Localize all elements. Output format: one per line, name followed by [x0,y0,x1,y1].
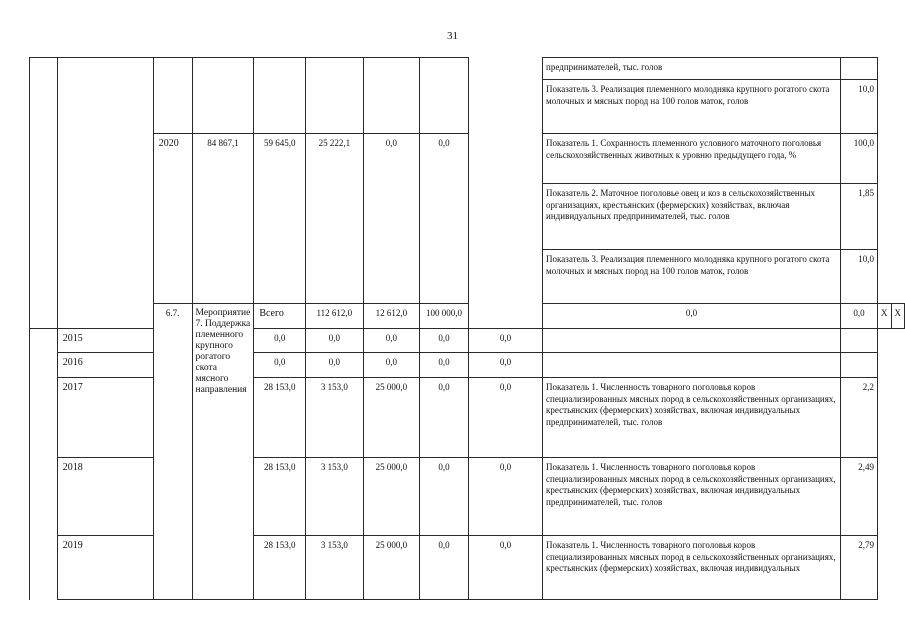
year-cell: 2020 [153,134,192,304]
indicator-value: 2,79 [841,536,878,600]
table-row [30,58,905,80]
indicator-value: 2,49 [841,458,878,536]
item-number: 6.7. [153,304,192,600]
year-cell: 2017 [57,378,153,458]
value-cell: 3 153,0 [306,536,364,600]
value-cell: 59 645,0 [254,134,306,304]
value-cell: 100 000,0 [420,304,469,329]
indicator-value: 1,85 [841,184,878,250]
indicator-cell: Х [878,304,892,329]
program-table [29,57,905,600]
indicator-cell: предпринимателей, тыс. голов [543,58,841,80]
value-cell: 28 153,0 [254,536,306,600]
indicator-value: 2,2 [841,378,878,458]
indicator-cell [543,329,841,353]
value-cell: 0,0 [420,458,469,536]
value-cell: 28 153,0 [254,378,306,458]
measure-name: Мероприятие 7. Поддержка племенного крупного рогатого скота мясного направления [192,304,254,600]
value-cell: 12 612,0 [363,304,420,329]
value-cell: 0,0 [420,536,469,600]
indicator-value: 100,0 [841,134,878,184]
value-cell: 0,0 [254,329,306,353]
indicator-cell [543,353,841,378]
page-number: 31 [447,30,458,42]
value-cell: 0,0 [420,378,469,458]
value-cell: 0,0 [420,134,469,304]
value-cell: 3 153,0 [306,378,364,458]
value-cell: 25 000,0 [363,458,420,536]
year-cell: 2016 [57,353,153,378]
value-cell: 0,0 [468,536,542,600]
value-cell: 112 612,0 [306,304,364,329]
value-cell: 0,0 [468,329,542,353]
value-cell: 0,0 [543,304,841,329]
value-cell: 84 867,1 [192,134,254,304]
value-cell: 0,0 [254,353,306,378]
value-cell: 3 153,0 [306,458,364,536]
value-cell: 0,0 [306,353,364,378]
value-cell: 0,0 [363,329,420,353]
indicator-value: 10,0 [841,80,878,134]
indicator-value: 10,0 [841,250,878,304]
value-cell: 0,0 [468,458,542,536]
indicator-cell: Показатель 3. Реализация племенного молодняка крупного рогатого скота молочных и мясных пород на 100 голов маток, голов [543,80,841,134]
year-cell: 2015 [57,329,153,353]
value-cell: 0,0 [363,134,420,304]
value-cell: 0,0 [468,353,542,378]
indicator-value [841,329,878,353]
year-cell: Всего [254,304,306,329]
value-cell: 0,0 [468,378,542,458]
indicator-cell: Показатель 1. Численность товарного поголовья коров специализированных мясных пород в сельскохозяйственных организациях, крестьянских (фермерских) хозяйствах, включая индивидуальных предпринимателей, тыс. голов [543,458,841,536]
value-cell: 0,0 [420,353,469,378]
year-cell: 2018 [57,458,153,536]
value-cell: 28 153,0 [254,458,306,536]
value-cell: 25 000,0 [363,536,420,600]
indicator-cell: Показатель 2. Маточное поголовье овец и коз в сельскохозяйственных организациях, крестьянских (фермерских) хозяйствах, включая индивидуальных предпринимателей, тыс. голов [543,184,841,250]
indicator-cell: Показатель 1. Сохранность племенного условного маточного поголовья сельскохозяйственных животных к уровню предыдущего года, % [543,134,841,184]
table-row [30,134,905,184]
indicator-cell: Показатель 1. Численность товарного поголовья коров специализированных мясных пород в сельскохозяйственных организациях, крестьянских (фермерских) хозяйствах, включая индивидуальных [543,536,841,600]
value-cell: 0,0 [420,329,469,353]
value-cell: 0,0 [306,329,364,353]
indicator-cell: Показатель 1. Численность товарного поголовья коров специализированных мясных пород в сельскохозяйственных организациях, крестьянских (фермерских) хозяйствах, включая индивидуальных предпринимателей, тыс. голов [543,378,841,458]
value-cell: 25 222,1 [306,134,364,304]
table-row [30,304,905,329]
indicator-cell: Показатель 3. Реализация племенного молодняка крупного рогатого скота молочных и мясных пород на 100 голов маток, голов [543,250,841,304]
value-cell: 0,0 [841,304,878,329]
indicator-value [841,58,878,80]
indicator-value: Х [891,304,905,329]
indicator-value [841,353,878,378]
value-cell: 25 000,0 [363,378,420,458]
value-cell: 0,0 [363,353,420,378]
year-cell: 2019 [57,536,153,600]
